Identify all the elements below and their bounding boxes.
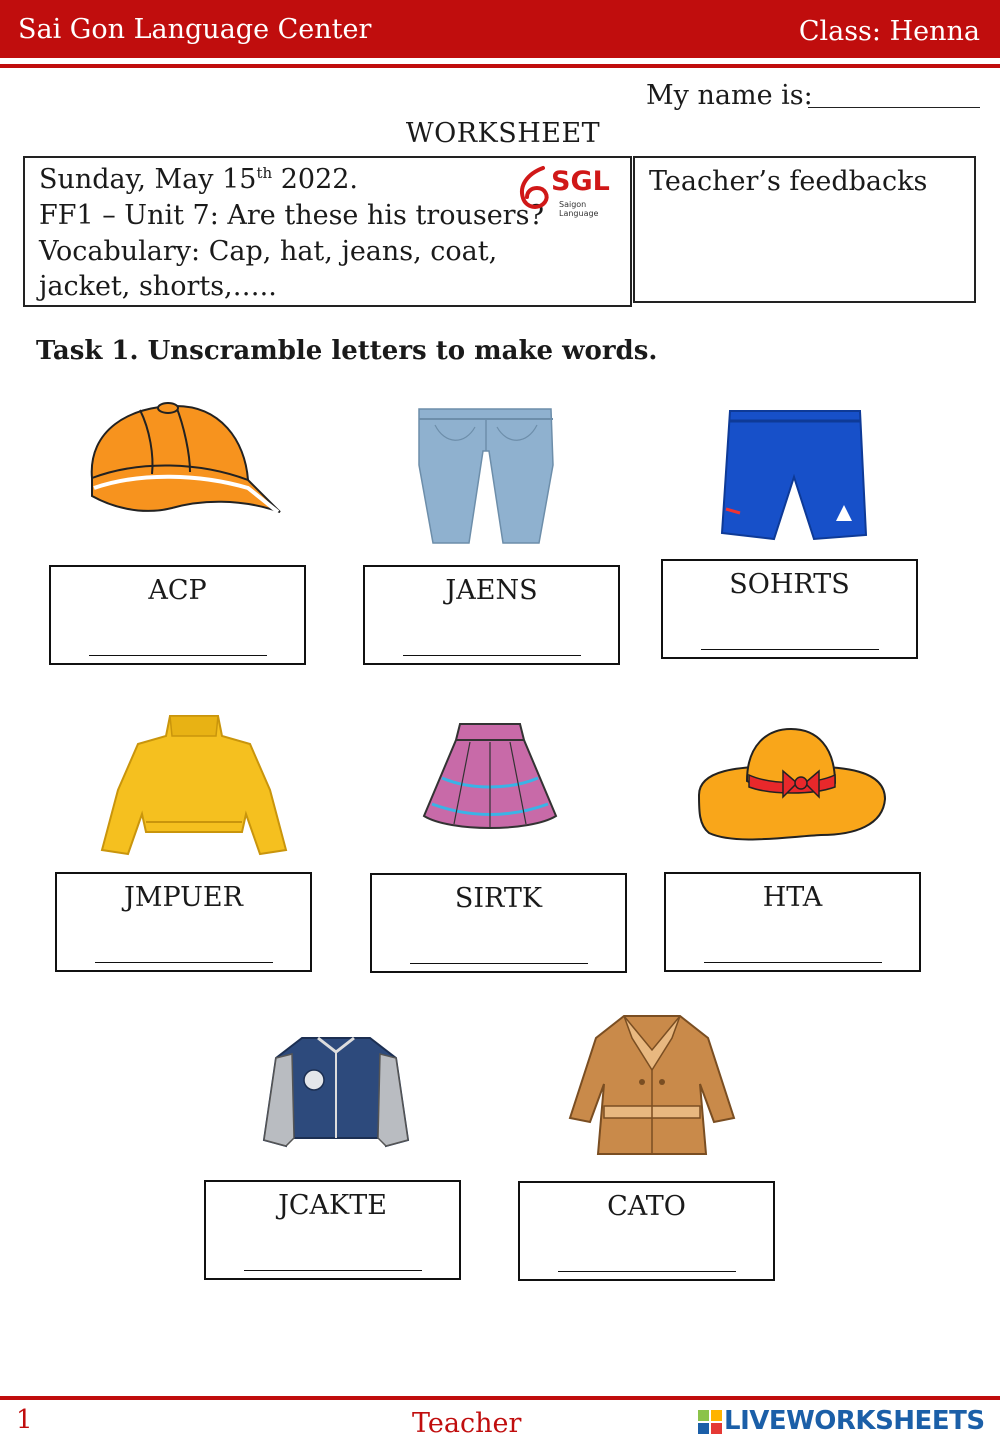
worksheet-title: WORKSHEET (405, 118, 601, 149)
word-box-shorts (661, 559, 918, 659)
lesson-unit: FF1 – Unit 7: Are these his trousers? (39, 200, 544, 231)
word-box-jeans (363, 565, 620, 665)
word-box-jacket (204, 1180, 461, 1280)
liveworksheets-icon (698, 1410, 722, 1434)
shorts-icon (718, 405, 868, 543)
scrambled-word: JCAKTE (278, 1190, 387, 1221)
word-box-skirt (370, 873, 627, 973)
scrambled-word: CATO (607, 1191, 686, 1222)
jumper-icon (100, 710, 288, 858)
sgl-logo-text: SGL (551, 166, 610, 197)
task-title: Task 1. Unscramble letters to make words. (36, 336, 658, 366)
hat-icon (695, 725, 887, 847)
answer-line[interactable] (558, 1271, 736, 1272)
answer-line[interactable] (403, 655, 581, 656)
answer-line[interactable] (95, 962, 273, 963)
answer-line[interactable] (704, 962, 882, 963)
header-bar (0, 0, 1000, 58)
answer-line[interactable] (89, 655, 267, 656)
answer-line[interactable] (410, 963, 588, 964)
name-label: My name is: (646, 80, 813, 111)
sgl-logo-subtext: Saigon Language (559, 200, 599, 218)
sgl-logo (515, 164, 625, 218)
page-number: 1 (16, 1405, 33, 1435)
answer-line[interactable] (701, 649, 879, 650)
answer-line[interactable] (244, 1270, 422, 1271)
scrambled-word: SIRTK (454, 883, 543, 914)
cap-icon (80, 400, 285, 525)
lesson-vocab-1: Vocabulary: Cap, hat, jeans, coat, (39, 236, 498, 267)
scrambled-word: ACP (148, 575, 207, 606)
word-box-jumper (55, 872, 312, 972)
footer-divider (0, 1396, 1000, 1400)
teacher-feedback-box[interactable] (633, 156, 976, 303)
scrambled-word: SOHRTS (729, 569, 850, 600)
jeans-icon (415, 405, 557, 547)
header-divider (0, 64, 1000, 68)
jacket-icon (262, 1030, 410, 1152)
scrambled-word: HTA (762, 882, 823, 913)
scrambled-word: JMPUER (124, 882, 243, 913)
word-box-hat (664, 872, 921, 972)
school-name: Sai Gon Language Center (18, 14, 372, 45)
word-box-coat (518, 1181, 775, 1281)
coat-icon (568, 1010, 736, 1160)
word-box-cap (49, 565, 306, 665)
lesson-date: Sunday, May 15th 2022. (39, 164, 359, 195)
liveworksheets-text: LIVEWORKSHEETS (724, 1406, 985, 1436)
class-label: Class: Henna (798, 16, 980, 47)
scrambled-word: JAENS (445, 575, 538, 606)
footer-teacher: Teacher (412, 1408, 522, 1439)
name-input-line[interactable] (808, 107, 980, 108)
skirt-icon (420, 720, 560, 832)
lesson-vocab-2: jacket, shorts,….. (39, 271, 277, 302)
sgl-swoosh-icon (515, 164, 555, 214)
teacher-feedback-label: Teacher’s feedbacks (649, 166, 928, 197)
